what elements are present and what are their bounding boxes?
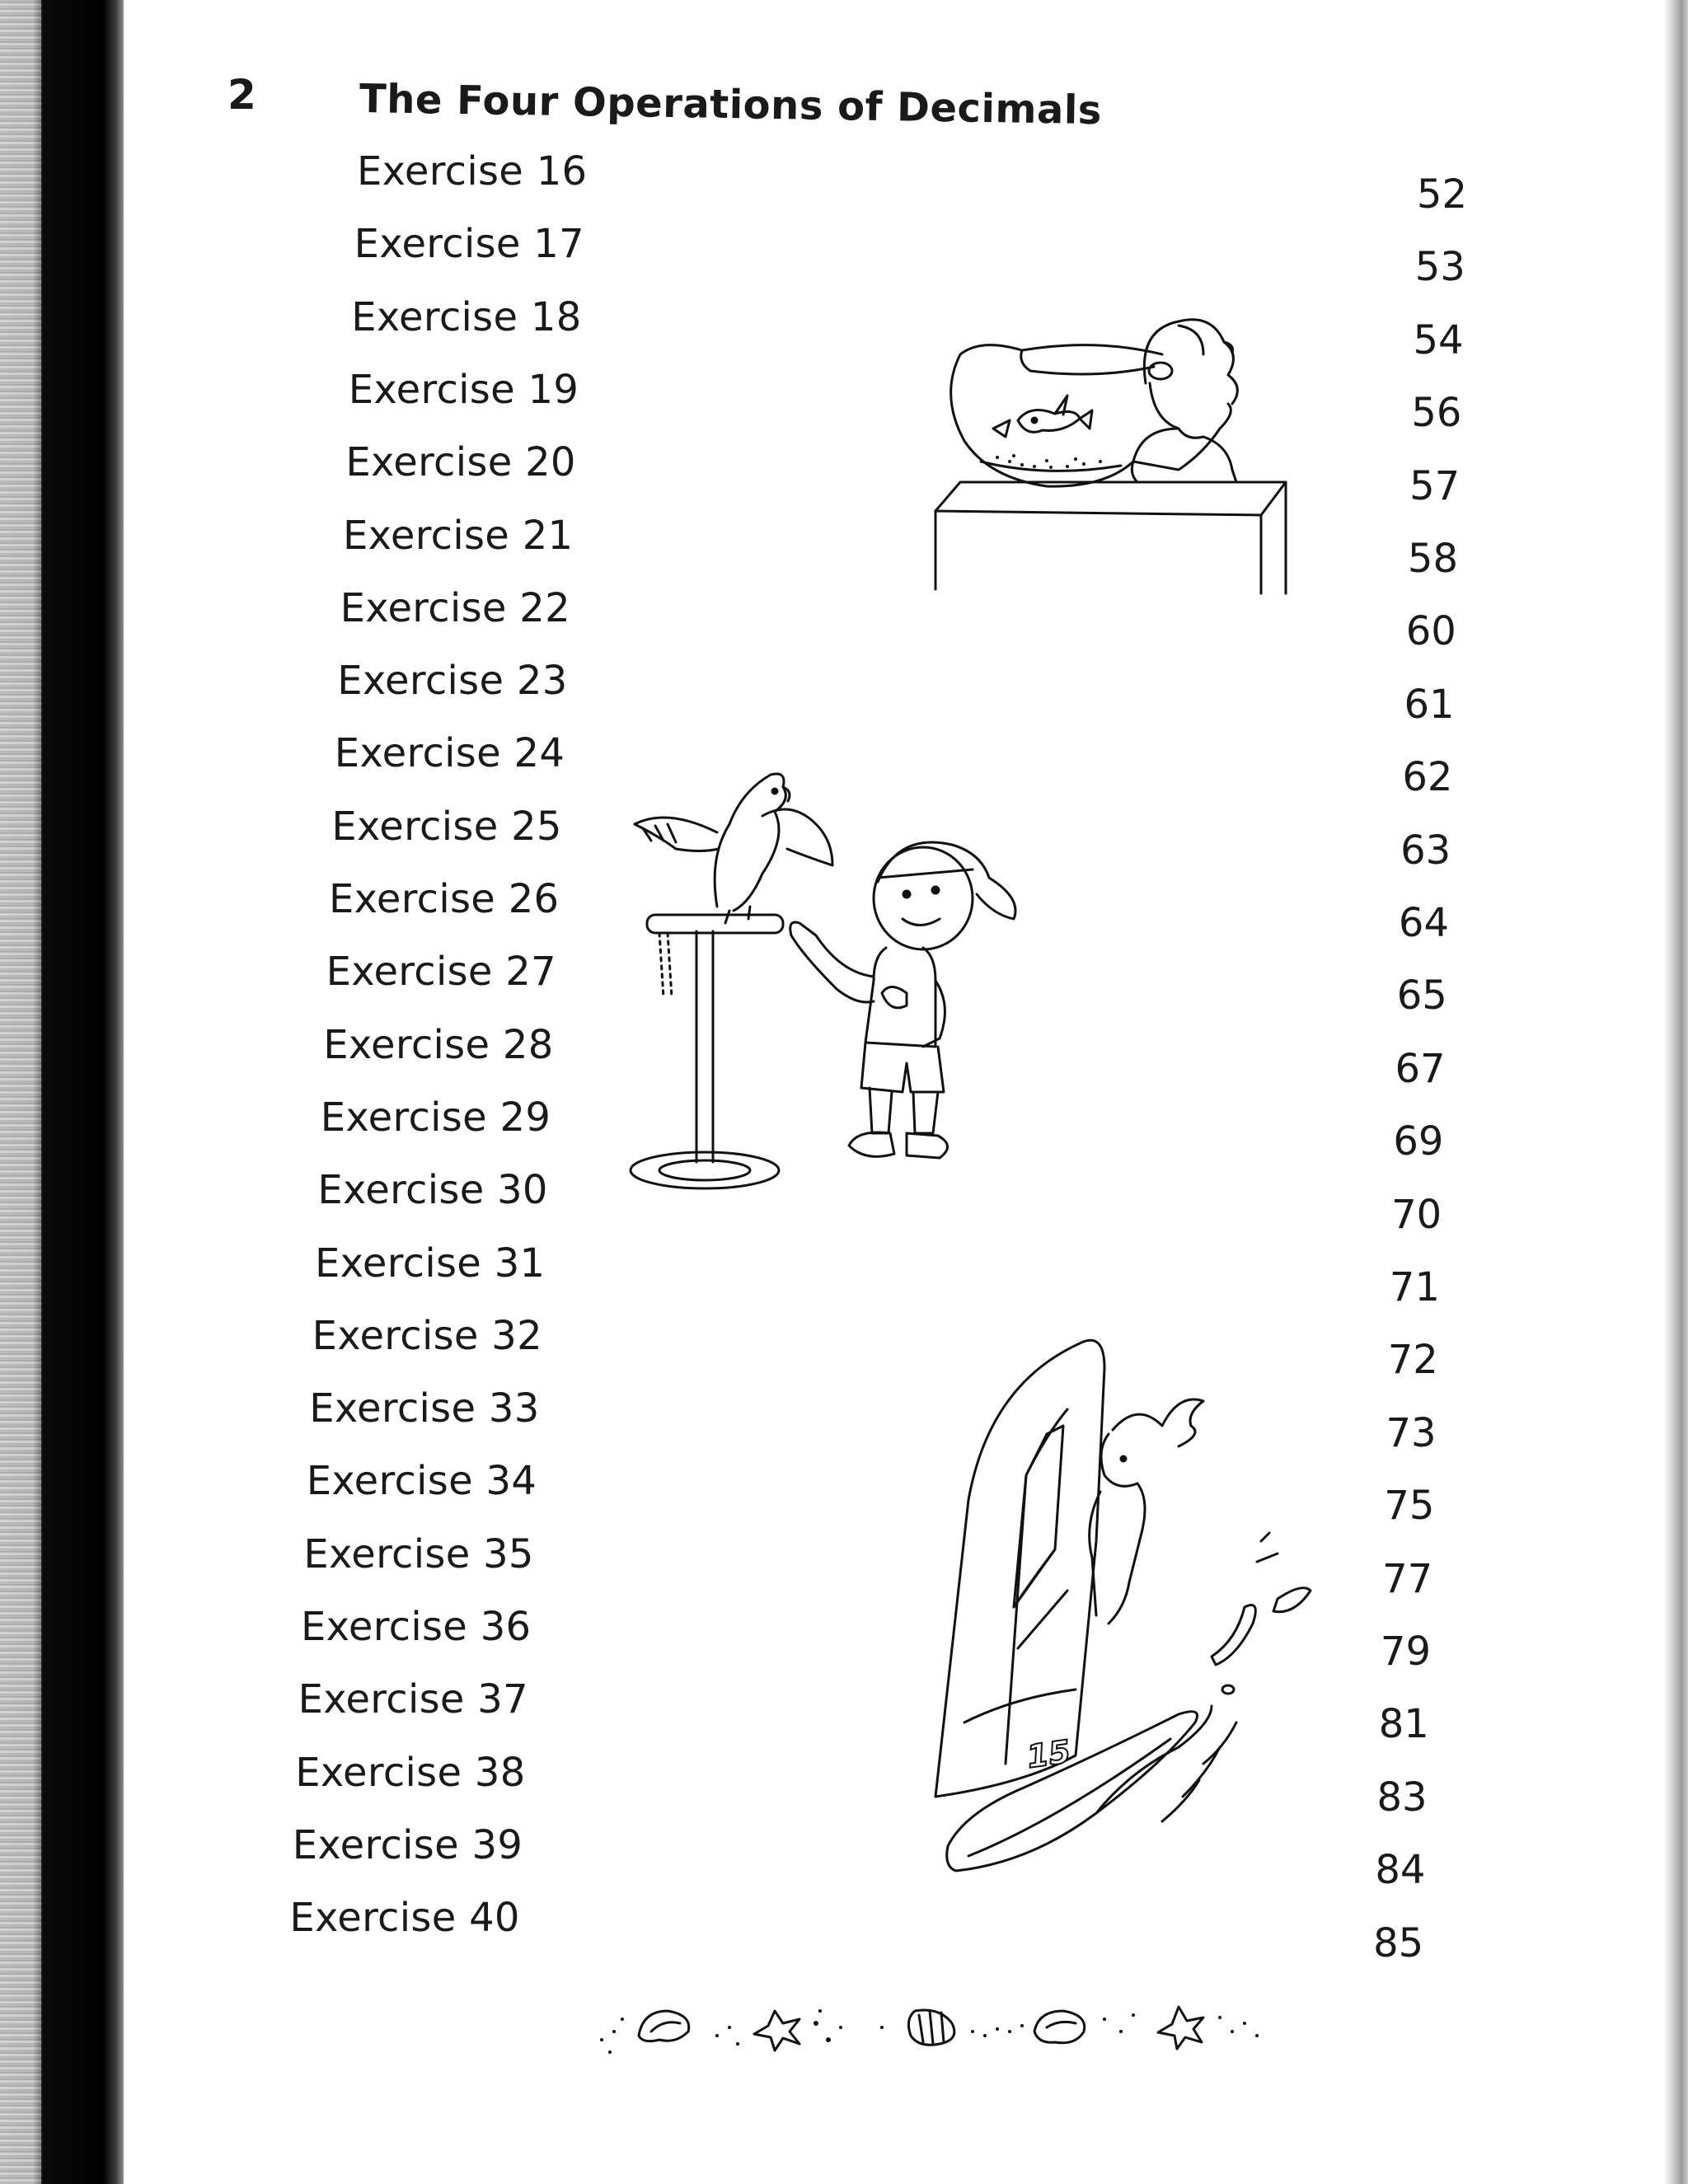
exercise-label: Exercise 38 (295, 1749, 526, 1796)
page-right-edge (1663, 0, 1688, 2184)
exercise-label: Exercise 32 (312, 1312, 542, 1359)
page-number: 77 (1382, 1555, 1433, 1602)
page-number: 62 (1402, 754, 1453, 801)
page-number: 84 (1375, 1847, 1426, 1894)
page-number: 69 (1393, 1118, 1444, 1165)
page-number: 72 (1387, 1337, 1438, 1384)
page-number: 64 (1398, 900, 1449, 946)
boy-parrot-perch-icon (626, 758, 1039, 1195)
page-number: 75 (1384, 1483, 1435, 1530)
exercise-label: Exercise 27 (326, 949, 556, 996)
sail-number: 15 (1025, 1732, 1073, 1775)
page-number: 79 (1380, 1629, 1431, 1675)
exercise-label: Exercise 34 (306, 1458, 537, 1505)
page-number: 85 (1373, 1919, 1424, 1966)
page-number: 63 (1400, 827, 1451, 874)
exercise-label: Exercise 30 (317, 1167, 548, 1214)
page-number: 71 (1389, 1264, 1440, 1310)
exercise-label: Exercise 39 (292, 1821, 523, 1868)
exercise-label: Exercise 17 (354, 221, 584, 268)
page-number: 60 (1405, 608, 1456, 655)
page-number: 57 (1409, 462, 1461, 509)
exercise-label: Exercise 28 (323, 1021, 554, 1068)
exercise-label: Exercise 40 (289, 1895, 520, 1942)
exercise-label: Exercise 26 (329, 876, 560, 922)
exercise-label: Exercise 24 (334, 730, 565, 777)
exercise-label: Exercise 31 (315, 1240, 546, 1286)
page-number: 81 (1378, 1701, 1429, 1748)
page-number: 70 (1391, 1191, 1442, 1238)
page-number: 73 (1386, 1409, 1437, 1456)
exercise-label: Exercise 37 (298, 1676, 528, 1723)
exercise-label: Exercise 19 (348, 366, 579, 413)
page-number: 53 (1414, 244, 1465, 291)
exercise-label: Exercise 21 (343, 512, 574, 559)
shells-starfish-border-icon (593, 1994, 1278, 2060)
page-number: 52 (1416, 171, 1467, 218)
exercise-label: Exercise 25 (331, 803, 562, 850)
exercise-label: Exercise 36 (301, 1604, 532, 1650)
scan-edge-noise (0, 0, 41, 2184)
exercise-label: Exercise 22 (340, 584, 570, 631)
exercise-label: Exercise 18 (351, 293, 582, 340)
chapter-number: 2 (227, 71, 256, 119)
page-number: 54 (1413, 316, 1464, 363)
page-number: 56 (1411, 390, 1462, 437)
windsurfer-icon (931, 1335, 1360, 1879)
page-number: 58 (1407, 536, 1458, 582)
exercise-label: Exercise 20 (345, 439, 576, 486)
exercise-label: Exercise 16 (357, 148, 588, 194)
page-number: 61 (1404, 681, 1455, 728)
chapter-title: The Four Operations of Decimals (359, 76, 1103, 134)
exercise-label: Exercise 33 (309, 1385, 540, 1432)
girl-goldfish-bowl-icon (931, 305, 1311, 602)
exercise-label: Exercise 29 (320, 1094, 551, 1141)
exercise-label: Exercise 23 (337, 658, 568, 705)
page-number: 65 (1396, 972, 1447, 1019)
page-number: 67 (1395, 1045, 1446, 1092)
exercise-label: Exercise 35 (303, 1530, 534, 1577)
page-number: 83 (1376, 1774, 1428, 1821)
